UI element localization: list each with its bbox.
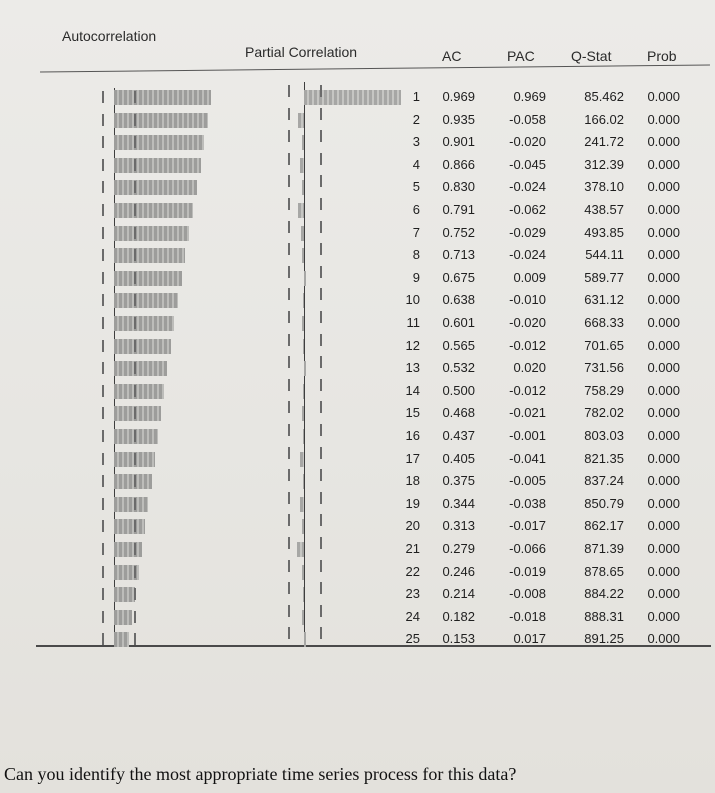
autocorrelation-header: Autocorrelation [62,28,157,44]
pac-cell: -0.012 [509,382,546,398]
ac-cell: 0.935 [442,111,475,127]
prob-cell: 0.000 [647,224,680,240]
ac-cell: 0.675 [442,269,475,285]
lag-cell: 18 [405,473,420,489]
table-row [0,112,715,134]
pac-cell: -0.010 [509,292,546,308]
pac-header: PAC [507,48,535,64]
ac-cell: 0.405 [442,450,475,466]
table-row [0,518,715,540]
prob-cell: 0.000 [647,541,680,556]
ac-cell: 0.713 [442,247,475,263]
pac-cell: 0.969 [513,89,546,104]
pac-cell: -0.008 [509,586,546,602]
pac-cell: -0.045 [509,156,546,172]
q-stat-cell: 821.35 [584,450,624,466]
q-stat-cell: 378.10 [584,179,624,195]
pac-cell: -0.001 [509,428,546,443]
prob-cell: 0.000 [647,337,680,353]
pac-cell: -0.062 [509,202,546,217]
ac-cell: 0.279 [442,541,475,556]
table-row [0,315,715,337]
table-row [0,89,715,111]
prob-cell: 0.000 [647,382,680,398]
ac-cell: 0.791 [442,202,475,217]
bleed-through-text [430,68,436,82]
table-row [0,270,715,292]
pac-cell: 0.017 [513,631,546,647]
ac-cell: 0.969 [442,89,475,104]
pac-cell: -0.005 [509,473,546,489]
table-row [0,428,715,450]
pac-cell: -0.066 [509,541,546,556]
q-stat-cell: 589.77 [584,269,624,285]
ac-cell: 0.866 [442,156,475,172]
lag-cell: 9 [412,269,420,285]
lag-cell: 20 [405,518,420,534]
ac-cell: 0.601 [442,315,475,330]
ac-cell: 0.437 [442,428,475,443]
q-stat-cell: 701.65 [584,337,624,353]
ac-cell: 0.246 [442,563,475,579]
ac-cell: 0.344 [442,495,475,511]
table-row [0,134,715,156]
table-row [0,225,715,247]
table-row [0,405,715,427]
table-row [0,338,715,360]
ac-cell: 0.153 [442,631,475,647]
prob-cell: 0.000 [647,495,680,511]
q-stat-cell: 878.65 [584,563,624,579]
prob-cell: 0.000 [647,450,680,466]
lag-cell: 8 [412,247,420,263]
ac-cell: 0.182 [442,608,475,624]
ac-cell: 0.468 [442,405,475,421]
lag-cell: 7 [412,224,420,240]
q-stat-cell: 850.79 [584,495,624,511]
question-text: Can you identify the most appropriate time series process for this data? [4,764,517,784]
ac-cell: 0.901 [442,134,475,150]
q-stat-cell: 544.11 [585,247,624,263]
ac-cell: 0.565 [442,337,475,353]
lag-cell: 3 [412,134,420,150]
lag-cell: 12 [405,337,420,353]
lag-cell: 1 [412,89,420,104]
ac-cell: 0.532 [442,360,475,376]
q-stat-cell: 837.24 [584,473,624,489]
table-row [0,541,715,563]
q-stat-cell: 803.03 [584,428,624,443]
q-stat-cell: 438.57 [584,202,624,217]
q-stat-cell: 493.85 [584,224,624,240]
prob-cell: 0.000 [647,473,680,489]
pac-cell: -0.020 [509,315,546,330]
table-row [0,360,715,382]
prob-cell: 0.000 [647,134,680,150]
lag-cell: 10 [405,292,420,308]
prob-cell: 0.000 [647,179,680,195]
lag-cell: 6 [412,202,420,217]
q-stat-cell: 888.31 [584,608,624,624]
prob-header: Prob [647,48,677,64]
lag-cell: 11 [406,315,420,330]
table-row [0,202,715,224]
ac-header: AC [442,48,462,64]
ac-cell: 0.500 [442,382,475,398]
lag-cell: 16 [405,428,420,443]
pac-cell: -0.018 [509,608,546,624]
prob-cell: 0.000 [647,247,680,263]
ac-cell: 0.638 [442,292,475,308]
lag-cell: 21 [405,541,420,556]
table-row [0,473,715,495]
pac-cell: -0.012 [509,337,546,353]
pac-cell: -0.020 [509,134,546,150]
lag-cell: 22 [405,563,420,579]
q-stat-cell: 241.72 [584,134,624,150]
lag-cell: 24 [405,608,420,624]
pac-cell: 0.009 [513,269,546,285]
pac-cell: -0.017 [509,518,546,534]
q-stat-cell: 631.12 [584,292,624,308]
prob-cell: 0.000 [647,269,680,285]
q-stat-cell: 891.25 [584,631,624,647]
pac-cell: -0.029 [509,224,546,240]
prob-cell: 0.000 [647,563,680,579]
prob-cell: 0.000 [647,89,680,104]
table-row [0,292,715,314]
table-row [0,179,715,201]
ac-cell: 0.830 [442,179,475,195]
q-stat-cell: 884.22 [584,586,624,602]
prob-cell: 0.000 [647,631,680,647]
header-rule [40,64,710,72]
ac-cell: 0.752 [442,224,475,240]
table-row [0,564,715,586]
lag-cell: 13 [405,360,420,376]
prob-cell: 0.000 [647,405,680,421]
lag-cell: 4 [412,156,420,172]
lag-cell: 14 [405,382,420,398]
table-row [0,631,715,653]
lag-cell: 23 [405,586,420,602]
prob-cell: 0.000 [647,586,680,602]
table-row [0,157,715,179]
ac-cell: 0.313 [442,518,475,534]
pac-cell: -0.024 [509,179,546,195]
prob-cell: 0.000 [647,315,680,330]
q-stat-header: Q-Stat [571,48,612,64]
table-row [0,496,715,518]
q-stat-cell: 871.39 [584,541,624,556]
q-stat-cell: 862.17 [584,518,624,534]
pac-cell: -0.058 [509,111,546,127]
prob-cell: 0.000 [647,428,680,443]
table-row [0,247,715,269]
lag-cell: 17 [405,450,420,466]
prob-cell: 0.000 [647,202,680,217]
prob-cell: 0.000 [647,518,680,534]
pac-cell: -0.021 [509,405,546,421]
pac-cell: -0.024 [509,247,546,263]
prob-cell: 0.000 [647,608,680,624]
table-row [0,586,715,608]
prob-cell: 0.000 [647,360,680,376]
q-stat-cell: 731.56 [584,360,624,376]
table-row [0,451,715,473]
lag-cell: 2 [412,111,420,127]
ac-cell: 0.214 [442,586,475,602]
pac-cell: -0.038 [509,495,546,511]
partial-correlation-header: Partial Correlation [245,44,358,60]
pac-cell: 0.020 [513,360,546,376]
q-stat-cell: 782.02 [584,405,624,421]
q-stat-cell: 758.29 [584,382,624,398]
lag-cell: 5 [412,179,420,195]
q-stat-cell: 85.462 [584,89,624,104]
prob-cell: 0.000 [647,111,680,127]
table-row [0,609,715,631]
pac-cell: -0.019 [509,563,546,579]
pac-cell: -0.041 [509,450,546,466]
lag-cell: 25 [405,631,420,647]
lag-cell: 15 [405,405,420,421]
prob-cell: 0.000 [647,156,680,172]
table-row [0,383,715,405]
lag-cell: 19 [405,495,420,511]
prob-cell: 0.000 [647,292,680,308]
ac-cell: 0.375 [442,473,475,489]
q-stat-cell: 668.33 [584,315,624,330]
q-stat-cell: 166.02 [584,111,624,127]
q-stat-cell: 312.39 [584,156,624,172]
